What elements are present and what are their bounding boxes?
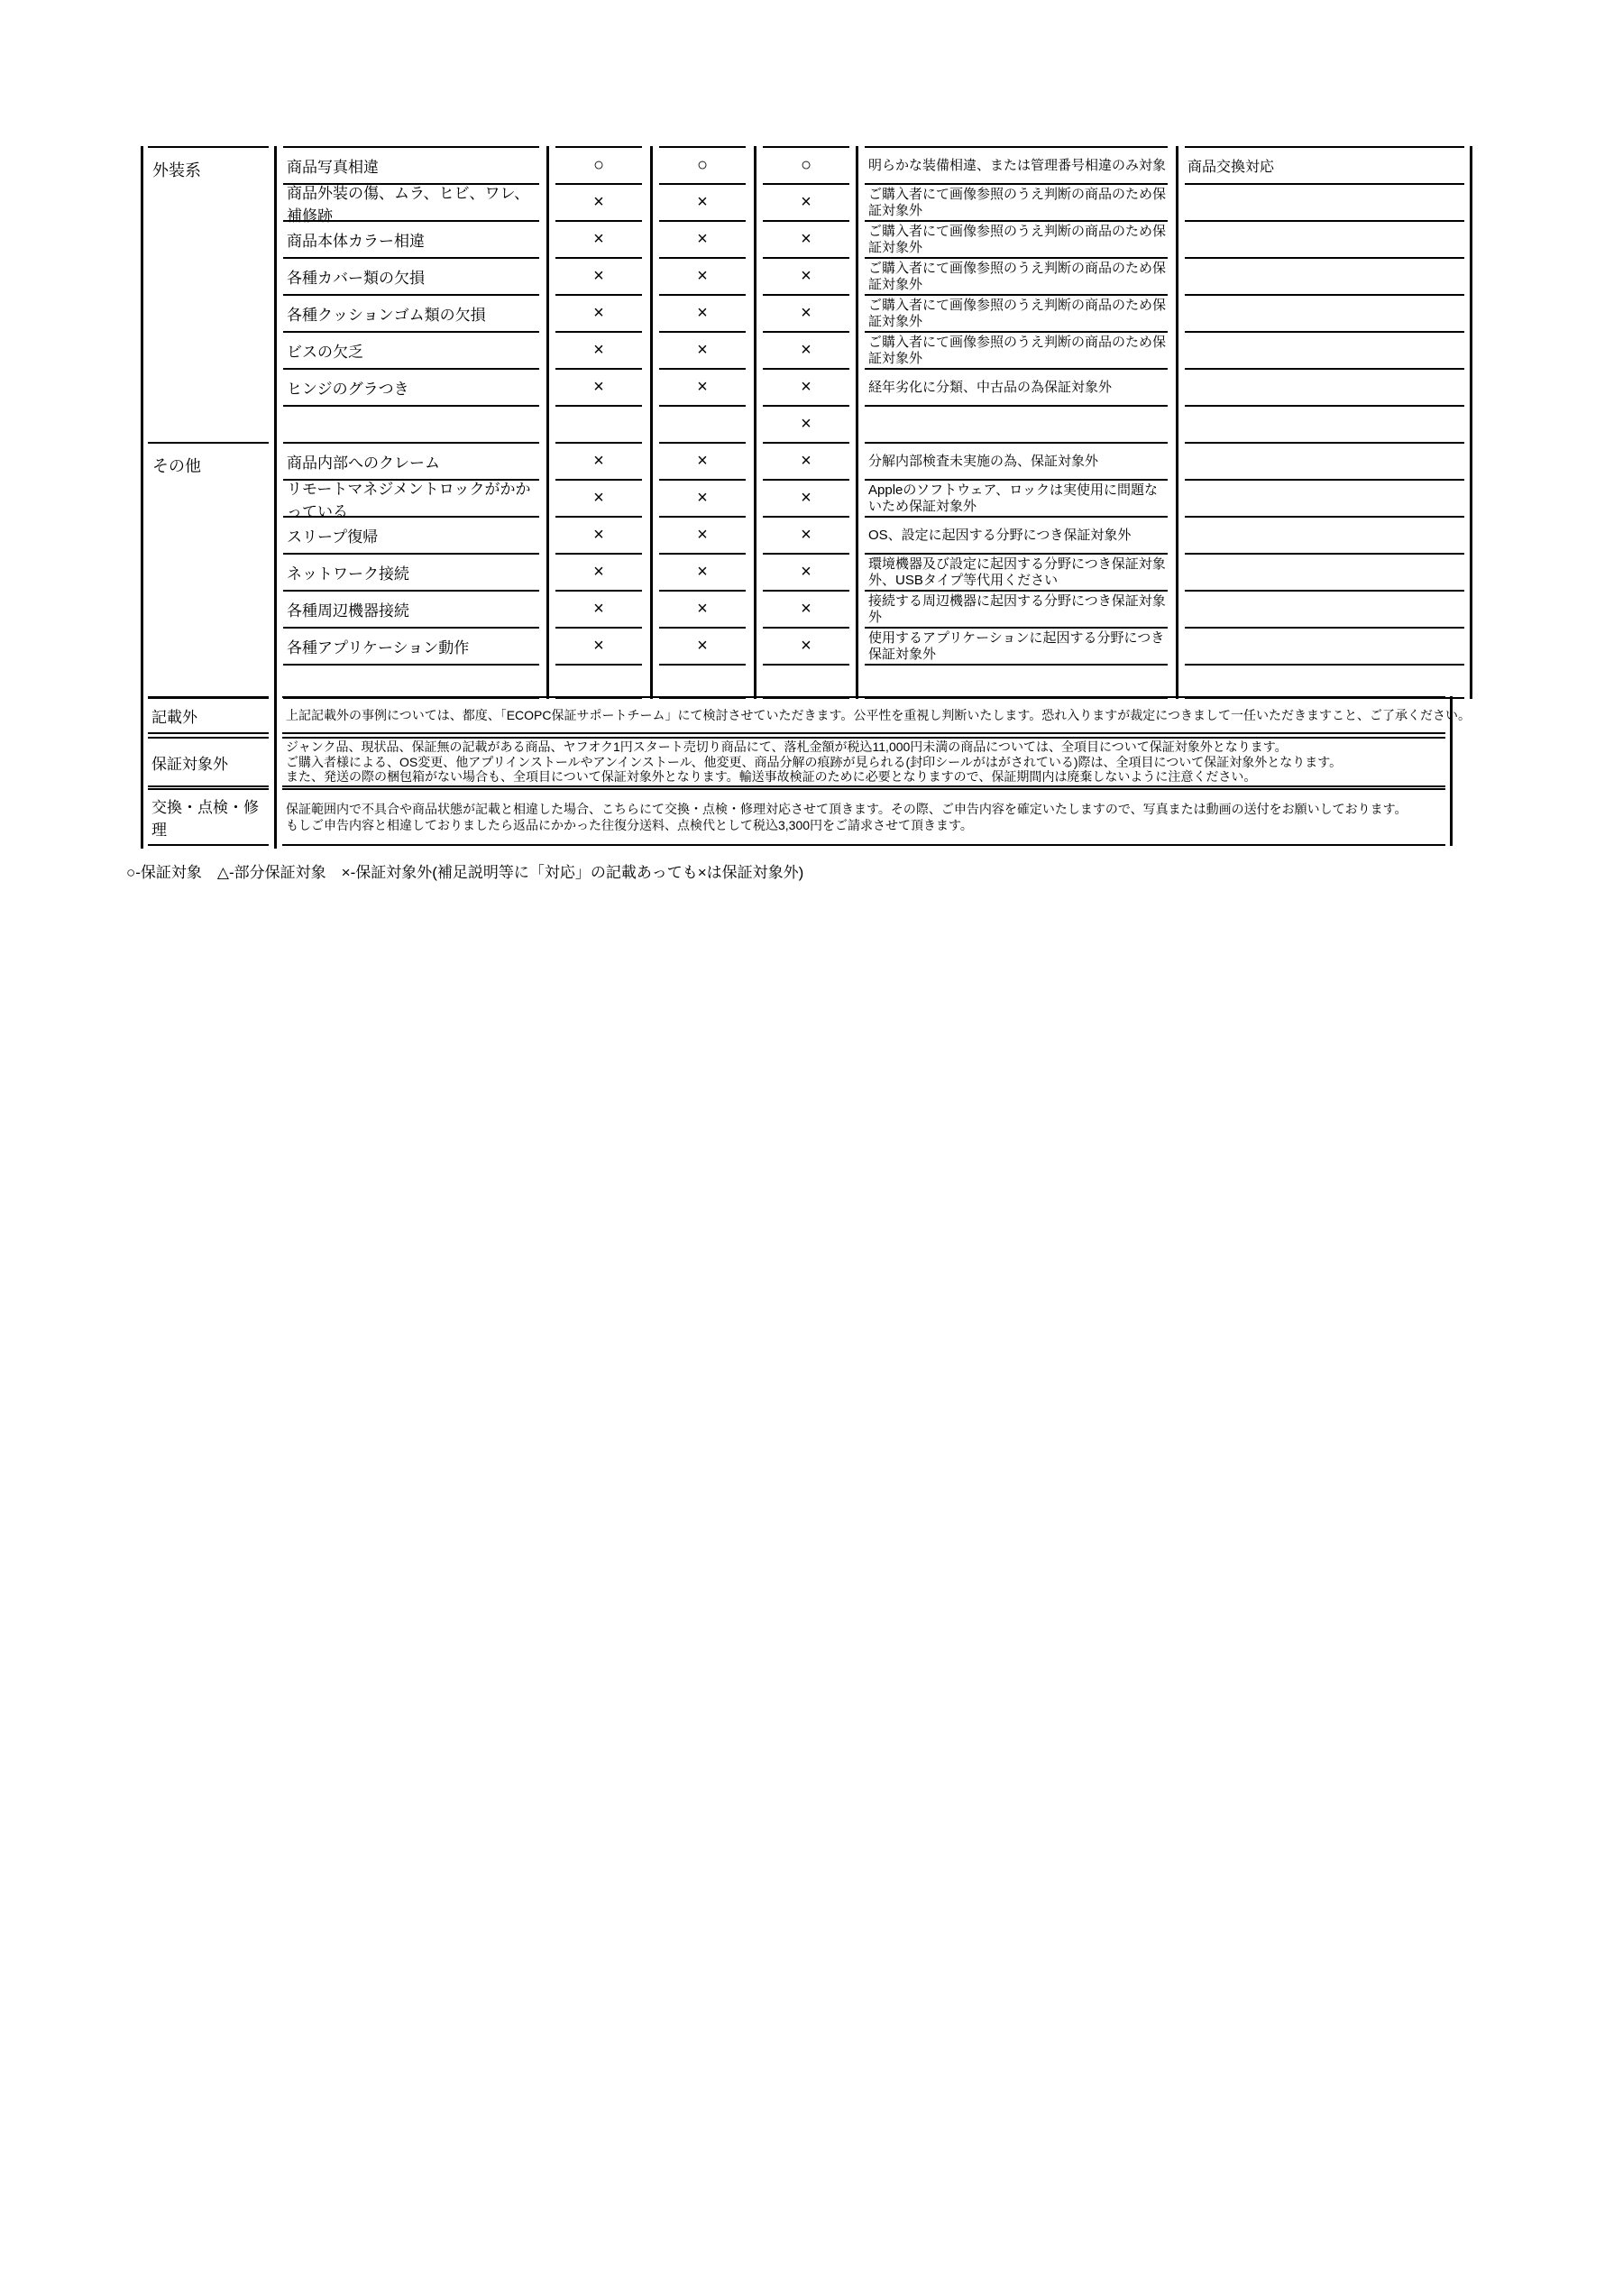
section-text-line: また、発送の際の梱包箱がない場合も、全項目について保証対象外となります。輸送事故検証のために必要となりますので、保証期間内は廃棄しないように注意ください。: [286, 769, 1257, 785]
section-label: 保証対象外: [148, 737, 269, 787]
mark-cell: ×: [763, 627, 849, 664]
mark-cell: ×: [555, 516, 642, 553]
remark-cell: 明らかな装備相違、または管理番号相違のみ対象: [865, 146, 1168, 183]
remark-cell: ご購入者にて画像参照のうえ判断の商品のため保証対象外: [865, 183, 1168, 220]
mark-cell: ×: [763, 516, 849, 553]
section-label: 記載外: [148, 696, 269, 734]
mark-cell: ×: [763, 553, 849, 590]
remark-column: [865, 146, 1168, 699]
mark-cell: ○: [763, 146, 849, 183]
section-text-line: 保証範囲内で不具合や商品状態が記載と相違した場合、こちらにて交換・点検・修理対応させて頂きます。その際、ご申告内容を確定いたしますので、写真または動画の送付をお願いしております。: [286, 802, 1408, 816]
mark-cell: ×: [659, 368, 746, 405]
mark-cell: ×: [763, 331, 849, 368]
mark-cell: ×: [555, 220, 642, 257]
mark-cell: ×: [659, 183, 746, 220]
mark-cell: ×: [763, 590, 849, 627]
table-vertical-border: [856, 146, 858, 699]
table-vertical-border: [1470, 146, 1472, 699]
note-cell: [1185, 183, 1464, 220]
note-cell: [1185, 553, 1464, 590]
mark-cell: ×: [659, 442, 746, 479]
item-cell: ビスの欠乏: [283, 331, 539, 368]
note-cell: [1185, 516, 1464, 553]
item-cell: 各種周辺機器接続: [283, 590, 539, 627]
section-content: [282, 788, 1445, 846]
note-column: [1185, 146, 1464, 699]
empty-cell: [659, 664, 746, 699]
remark-cell: 経年劣化に分類、中古品の為保証対象外: [865, 368, 1168, 405]
mark-cell: ○: [659, 146, 746, 183]
remark-cell: ご購入者にて画像参照のうえ判断の商品のため保証対象外: [865, 220, 1168, 257]
mark-cell: ×: [555, 294, 642, 331]
category-cell-other: その他: [148, 442, 269, 699]
note-cell: 商品交換対応: [1185, 146, 1464, 183]
note-cell: [1185, 405, 1464, 442]
remark-cell: ご購入者にて画像参照のうえ判断の商品のため保証対象外: [865, 257, 1168, 294]
item-cell: [283, 405, 539, 442]
category-column: [148, 146, 269, 699]
remark-cell: OS、設定に起因する分野につき保証対象外: [865, 516, 1168, 553]
item-cell: 商品写真相違: [283, 146, 539, 183]
table-vertical-border: [754, 146, 756, 699]
mark-cell: ×: [555, 627, 642, 664]
item-cell: リモートマネジメントロックがかかっている: [283, 479, 539, 516]
table-vertical-border: [1176, 146, 1178, 699]
note-cell: [1185, 627, 1464, 664]
mark-cell: ×: [659, 220, 746, 257]
note-cell: [1185, 220, 1464, 257]
table-vertical-border: [650, 146, 653, 699]
remark-cell: 接続する周辺機器に起因する分野につき保証対象外: [865, 590, 1168, 627]
remark-cell: 環境機器及び設定に起因する分野につき保証対象外、USBタイプ等代用ください: [865, 553, 1168, 590]
mark-cell: ×: [555, 479, 642, 516]
table-vertical-border: [546, 146, 549, 699]
note-cell: [1185, 294, 1464, 331]
mark-cell: ○: [555, 146, 642, 183]
mark-cell: ×: [659, 331, 746, 368]
item-cell: 各種アプリケーション動作: [283, 627, 539, 664]
mark-cell: ×: [555, 257, 642, 294]
mark-cell: ×: [763, 183, 849, 220]
section-content: [282, 696, 1471, 734]
mark-cell: ×: [659, 553, 746, 590]
mark-cell: ×: [763, 220, 849, 257]
mark-cell: ×: [763, 442, 849, 479]
item-column: [283, 146, 539, 699]
note-cell: [1185, 257, 1464, 294]
item-cell: 商品本体カラー相違: [283, 220, 539, 257]
mark-cell: ×: [763, 294, 849, 331]
section-row-exchange-repair: [0, 788, 1623, 846]
mark-cell: ×: [763, 405, 849, 442]
mark-cell: ×: [659, 516, 746, 553]
section-row-unlisted: [0, 696, 1623, 734]
empty-cell: [865, 664, 1168, 699]
note-cell: [1185, 368, 1464, 405]
mark-cell: ×: [659, 590, 746, 627]
note-cell: [1185, 479, 1464, 516]
remark-cell: ご購入者にて画像参照のうえ判断の商品のため保証対象外: [865, 294, 1168, 331]
remark-cell: [865, 405, 1168, 442]
section-label: 交換・点検・修理: [148, 788, 269, 846]
mark-cell: ×: [659, 479, 746, 516]
item-cell: ヒンジのグラつき: [283, 368, 539, 405]
remark-cell: 使用するアプリケーションに起因する分野につき保証対象外: [865, 627, 1168, 664]
empty-cell: [763, 664, 849, 699]
item-cell: ネットワーク接続: [283, 553, 539, 590]
category-cell-exterior: 外装系: [148, 146, 269, 442]
mark-cell: ×: [555, 183, 642, 220]
mark-cell: ×: [555, 331, 642, 368]
section-text-line: ジャンク品、現状品、保証無の記載がある商品、ヤフオク1円スタート売切り商品にて、落札金額が税込11,000円未満の商品については、全項目について保証対象外となります。: [286, 739, 1288, 755]
remark-cell: 分解内部検査未実施の為、保証対象外: [865, 442, 1168, 479]
mark-cell: ×: [763, 257, 849, 294]
mark-cell: ×: [763, 479, 849, 516]
mark-cell: ×: [763, 368, 849, 405]
section-text-line: もしご申告内容と相違しておりましたら返品にかかった往復分送料、点検代として税込3,300円をご請求させて頂きます。: [286, 818, 973, 832]
remark-cell: ご購入者にて画像参照のうえ判断の商品のため保証対象外: [865, 331, 1168, 368]
item-cell: 商品内部へのクレーム: [283, 442, 539, 479]
legend-note: ○-保証対象 △-部分保証対象 ×-保証対象外(補足説明等に「対応」の記載あっても×は保証対象外): [126, 864, 804, 881]
empty-cell: [283, 664, 539, 699]
mark-cell: ×: [555, 368, 642, 405]
note-cell: [1185, 442, 1464, 479]
item-cell: 各種クッションゴム類の欠損: [283, 294, 539, 331]
section-content: [282, 737, 1445, 787]
mark-cell: ×: [555, 442, 642, 479]
mark-cell: ×: [659, 257, 746, 294]
mark-cell: ×: [555, 590, 642, 627]
mark-column-3: [763, 146, 849, 699]
mark-cell: [555, 405, 642, 442]
section-text-line: 上記記載外の事例については、都度、「ECOPC保証サポートチーム」にて検討させていただきます。公平性を重視し判断いたします。恐れ入りますが裁定につきまして一任いただきますこと、ご了承ください。: [286, 708, 1471, 722]
section-row-not-covered: [0, 737, 1623, 787]
item-cell: スリープ復帰: [283, 516, 539, 553]
note-cell: [1185, 590, 1464, 627]
mark-cell: ×: [659, 627, 746, 664]
mark-column-1: [555, 146, 642, 699]
empty-cell: [555, 664, 642, 699]
mark-column-2: [659, 146, 746, 699]
mark-cell: [659, 405, 746, 442]
empty-cell: [1185, 664, 1464, 699]
item-cell: 商品外装の傷、ムラ、ヒビ、ワレ、補修跡: [283, 183, 539, 220]
note-cell: [1185, 331, 1464, 368]
mark-cell: ×: [659, 294, 746, 331]
section-text-line: ご購入者様による、OS変更、他アプリインストールやアンインストール、他変更、商品分解の痕跡が見られる(封印シールがはがされている)際は、全項目について保証対象外となります。: [286, 754, 1343, 769]
remark-cell: Appleのソフトウェア、ロックは実使用に問題ないため保証対象外: [865, 479, 1168, 516]
mark-cell: ×: [555, 553, 642, 590]
item-cell: 各種カバー類の欠損: [283, 257, 539, 294]
